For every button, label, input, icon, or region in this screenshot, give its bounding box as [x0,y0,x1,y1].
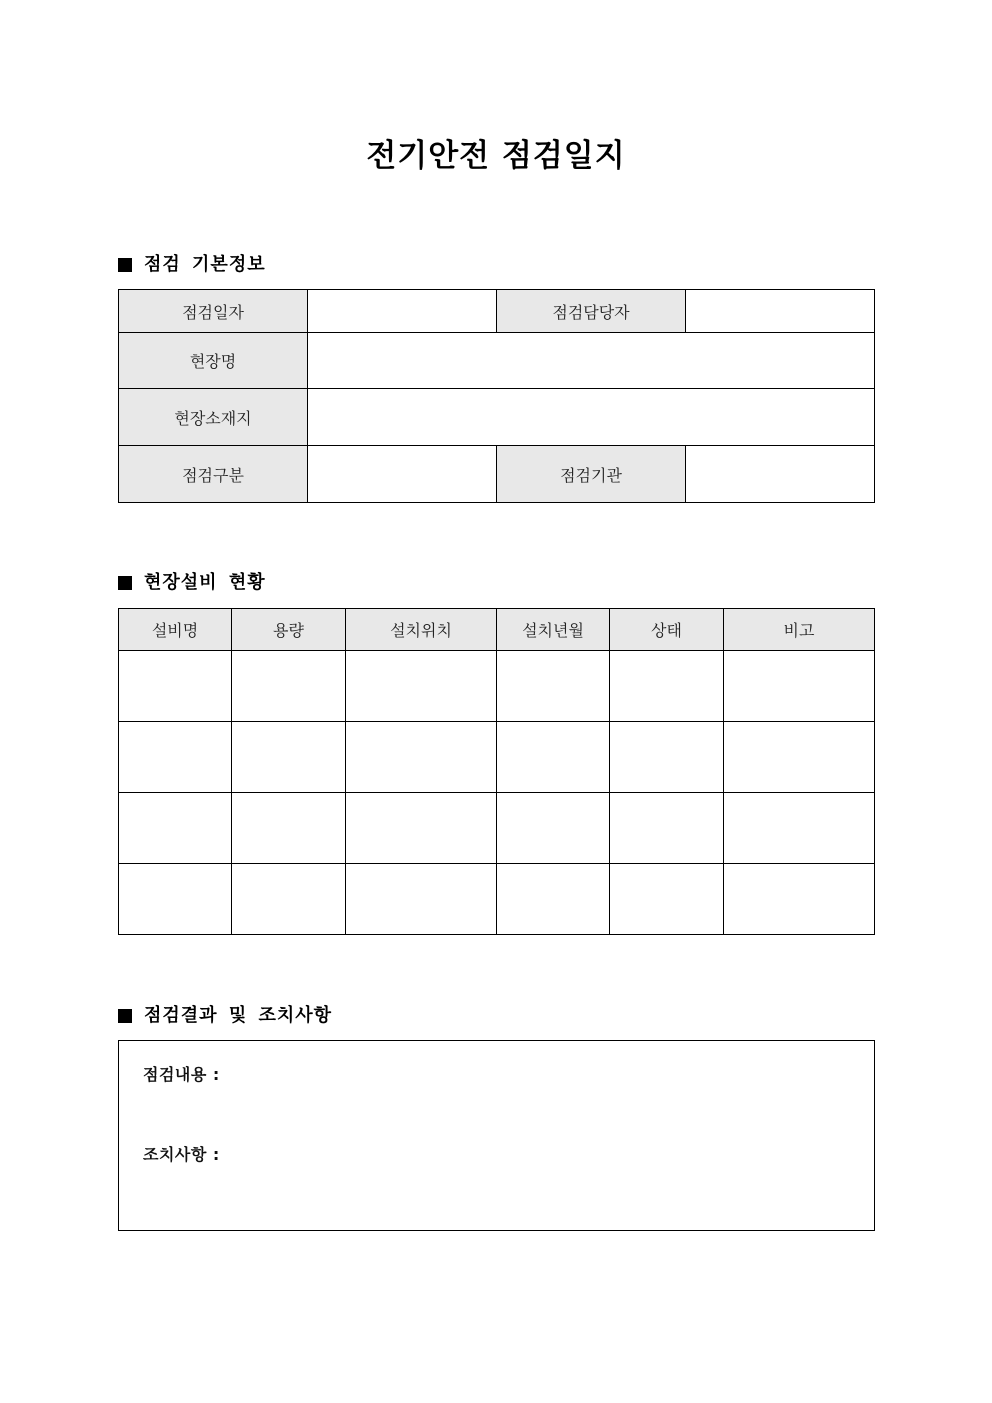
site-address-field[interactable] [308,389,875,446]
section-heading-results [118,1004,332,1028]
section-heading-basic-info [118,253,266,277]
section-heading-text: 점검결과 및 조치사항 [144,1005,333,1026]
equipment-name-cell[interactable] [119,722,232,793]
capacity-cell[interactable] [232,864,346,935]
equipment-name-cell[interactable] [119,793,232,864]
status-cell[interactable] [610,651,724,722]
column-header-capacity: 용량 [232,609,346,651]
inspection-type-field[interactable] [308,446,497,503]
basic-info-table [118,289,875,503]
square-bullet-icon [118,576,132,590]
section-heading-text: 점검 기본정보 [144,254,266,275]
column-header-remarks: 비고 [724,609,875,651]
section-heading-text: 현장설비 현황 [144,572,266,593]
table-row [119,389,875,446]
inspection-content-label: 점검내용 : [143,1065,220,1084]
section-heading-equipment [118,571,266,595]
status-cell[interactable] [610,793,724,864]
table-row [119,333,875,389]
remarks-cell[interactable] [724,793,875,864]
capacity-cell[interactable] [232,651,346,722]
inspector-field[interactable] [686,290,875,333]
remarks-cell[interactable] [724,651,875,722]
square-bullet-icon [118,258,132,272]
remarks-cell[interactable] [724,864,875,935]
equipment-table [118,608,875,935]
status-cell[interactable] [610,722,724,793]
inspection-type-label: 점검구분 [119,446,308,503]
table-row [119,793,875,864]
install-date-cell[interactable] [497,864,610,935]
table-row [119,446,875,503]
column-header-status: 상태 [610,609,724,651]
inspection-agency-field[interactable] [686,446,875,503]
site-name-field[interactable] [308,333,875,389]
inspection-date-label: 점검일자 [119,290,308,333]
install-location-cell[interactable] [346,722,497,793]
status-cell[interactable] [610,864,724,935]
remarks-cell[interactable] [724,722,875,793]
table-row [119,290,875,333]
capacity-cell[interactable] [232,793,346,864]
install-location-cell[interactable] [346,864,497,935]
inspection-agency-label: 점검기관 [497,446,686,503]
column-header-install-location: 설치위치 [346,609,497,651]
table-header-row [119,609,875,651]
table-row [119,864,875,935]
install-date-cell[interactable] [497,793,610,864]
site-name-label: 현장명 [119,333,308,389]
column-header-equipment-name: 설비명 [119,609,232,651]
results-box[interactable] [118,1040,875,1231]
equipment-name-cell[interactable] [119,651,232,722]
install-location-cell[interactable] [346,793,497,864]
install-location-cell[interactable] [346,651,497,722]
table-row [119,651,875,722]
square-bullet-icon [118,1009,132,1023]
table-row [119,722,875,793]
capacity-cell[interactable] [232,722,346,793]
site-address-label: 현장소재지 [119,389,308,446]
inspection-date-field[interactable] [308,290,497,333]
install-date-cell[interactable] [497,651,610,722]
inspector-label: 점검담당자 [497,290,686,333]
column-header-install-date: 설치년월 [497,609,610,651]
action-items-label: 조치사항 : [143,1145,220,1164]
equipment-name-cell[interactable] [119,864,232,935]
document-title: 전기안전 점검일지 [366,138,626,174]
install-date-cell[interactable] [497,722,610,793]
